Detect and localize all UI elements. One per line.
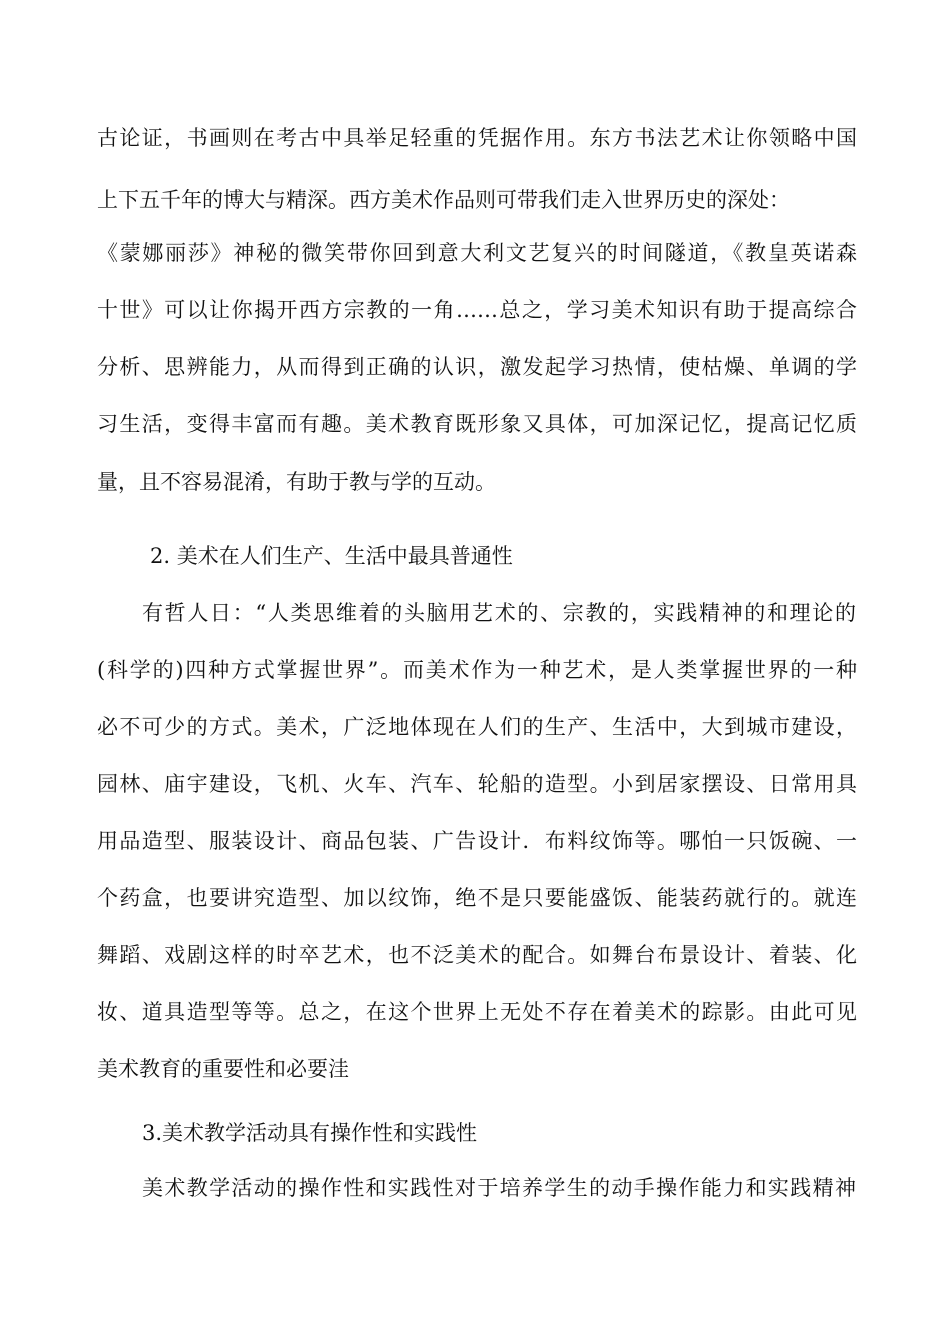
section-heading-2: 2. 美术在人们生产、生活中最具普通性: [150, 544, 513, 568]
paragraph-2-line-4: 园林、庙宇建设，飞机、火车、汽车、轮船的造型。小到居家摆设、日常用具: [97, 772, 857, 796]
paragraph-1-line-4: 十世》可以让你揭开西方宗教的一角……总之，学习美术知识有助于提高综合: [97, 298, 857, 322]
paragraph-1-line-1: 古论证，书画则在考古中具举足轻重的凭据作用。东方书法艺术让你领略中国: [97, 126, 857, 150]
paragraph-2-line-7: 舞蹈、戏剧这样的时卒艺术，也不泛美术的配合。如舞台布景设计、着装、化: [97, 943, 857, 967]
paragraph-2-line-8: 妆、道具造型等等。总之，在这个世界上无处不存在着美术的踪影。由此可见: [97, 1000, 857, 1024]
paragraph-2-line-6: 个药盒，也要讲究造型、加以纹饰，绝不是只要能盛饭、能装药就行的。就连: [97, 886, 857, 910]
paragraph-1-line-5: 分析、思辨能力，从而得到正确的认识，激发起学习热情，使枯燥、单调的学: [97, 355, 857, 379]
paragraph-2-line-5: 用品造型、服装设计、商品包装、广告设计．布料纹饰等。哪怕一只饭碗、一: [97, 829, 857, 853]
paragraph-1-line-6: 习生活，变得丰富而有趣。美术教育既形象又具体，可加深记忆，提高记忆质: [97, 412, 857, 436]
paragraph-1-line-2: 上下五千年的博大与精深。西方美术作品则可带我们走入世界历史的深处：: [97, 188, 790, 212]
paragraph-2-line-2: (科学的)四种方式掌握世界”。而美术作为一种艺术，是人类掌握世界的一种: [97, 658, 857, 682]
paragraph-2-line-3: 必不可少的方式。美术，广泛地体现在人们的生产、生活中，大到城市建设，: [97, 715, 857, 739]
section-heading-3: 3.美术教学活动具有操作性和实践性: [142, 1121, 478, 1145]
paragraph-3-line-1: 美术教学活动的操作性和实践性对于培养学生的动手操作能力和实践精神: [142, 1176, 856, 1200]
paragraph-1-line-3: 《蒙娜丽莎》神秘的微笑带你回到意大利文艺复兴的时间隧道，《教皇英诺森: [97, 241, 857, 265]
paragraph-2-line-9: 美术教育的重要性和必要洼: [97, 1057, 349, 1081]
paragraph-2-line-1: 有哲人日：“人类思维着的头脑用艺术的、宗教的，实践精神的和理论的: [142, 601, 856, 625]
paragraph-1-line-7: 量，且不容易混淆，有助于教与学的互动。: [97, 470, 496, 494]
